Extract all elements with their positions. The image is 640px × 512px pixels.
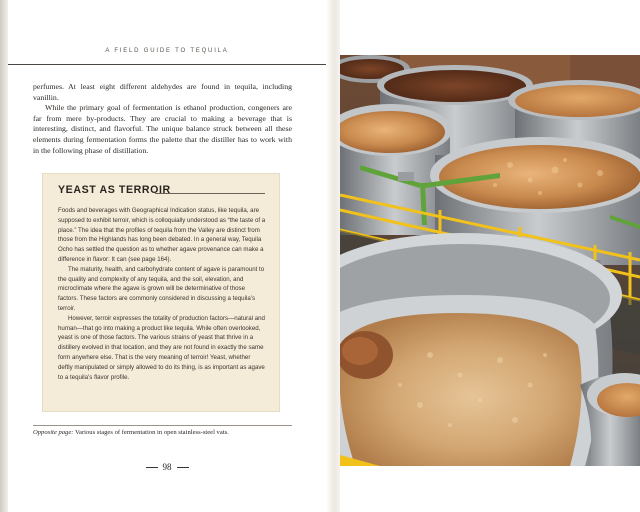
sidebar-paragraph: The maturity, health, and carbohydrate content of agave is paramount to the quality and complexity of any tequila, and the soil, elevation, and microclimate where the agave is grown will be determinative of those factors. These factors are commonly considered in discussing a tequila’s terroir. [58,265,265,312]
body-paragraph: perfumes. At least eight different aldehydes are found in tequila, including vanillin. [33,82,292,102]
fermentation-vats-photo [340,55,640,466]
photo-caption [33,428,292,437]
caption-text: Various stages of fermentation in open stainless-steel vats. [73,429,229,436]
header-rule [8,64,326,65]
running-head: A FIELD GUIDE TO TEQUILA [105,48,229,54]
sidebar-title: YEAST AS TERROIR [58,184,171,196]
body-paragraph: While the primary goal of fermentation is ethanol production, congeners are far from mere by-products. They are crucial to making a beverage that is interesting, distinct, and flavorful. The unique balance struck between all these elements during fermentation forms the palette that the distiller has to work with in the following phase of distillation. [33,103,292,155]
folio-dash-left [146,467,158,468]
folio-dash-right [177,467,189,468]
sidebar-paragraph: Foods and beverages with Geographical Indication status, like tequila, are supposed to exhibit terroir, which is colloquially understood as “the taste of a place.” The idea that the profiles of tequila from the Valley are distinct from those from the Highlands has long been debated. In a general way, Tequila Ocho has settled the question as to whether agave provenance can make a difference in flavor: It can (see page 164). [58,207,266,263]
caption-lead: Opposite page: [33,429,74,436]
gutter-shadow [326,0,340,512]
sidebar-text [58,206,266,382]
page-number [8,462,326,472]
right-page [340,0,640,512]
book-spine-shadow [0,0,8,512]
sidebar-paragraph: However, terroir expresses the totality of production factors—natural and human—that go into making a product like tequila. While often overlooked, yeast is one of those factors. The various strains of yeast that thrive in a distillery evolved in that location, and they are not found in exactly the same form anywhere else. That is the very meaning of terroir! Yeast, whether deftly manipulated or simply allowed to do its thing, is as important as agave to a tequila’s flavor profile. [58,314,265,381]
sidebar-box [42,173,280,412]
fermentation-vats-illustration [340,55,640,466]
caption-rule [33,425,292,426]
body-text [33,82,292,156]
sidebar-title-rule [155,193,265,194]
page-number-text: 98 [162,462,172,472]
left-page [8,0,326,512]
